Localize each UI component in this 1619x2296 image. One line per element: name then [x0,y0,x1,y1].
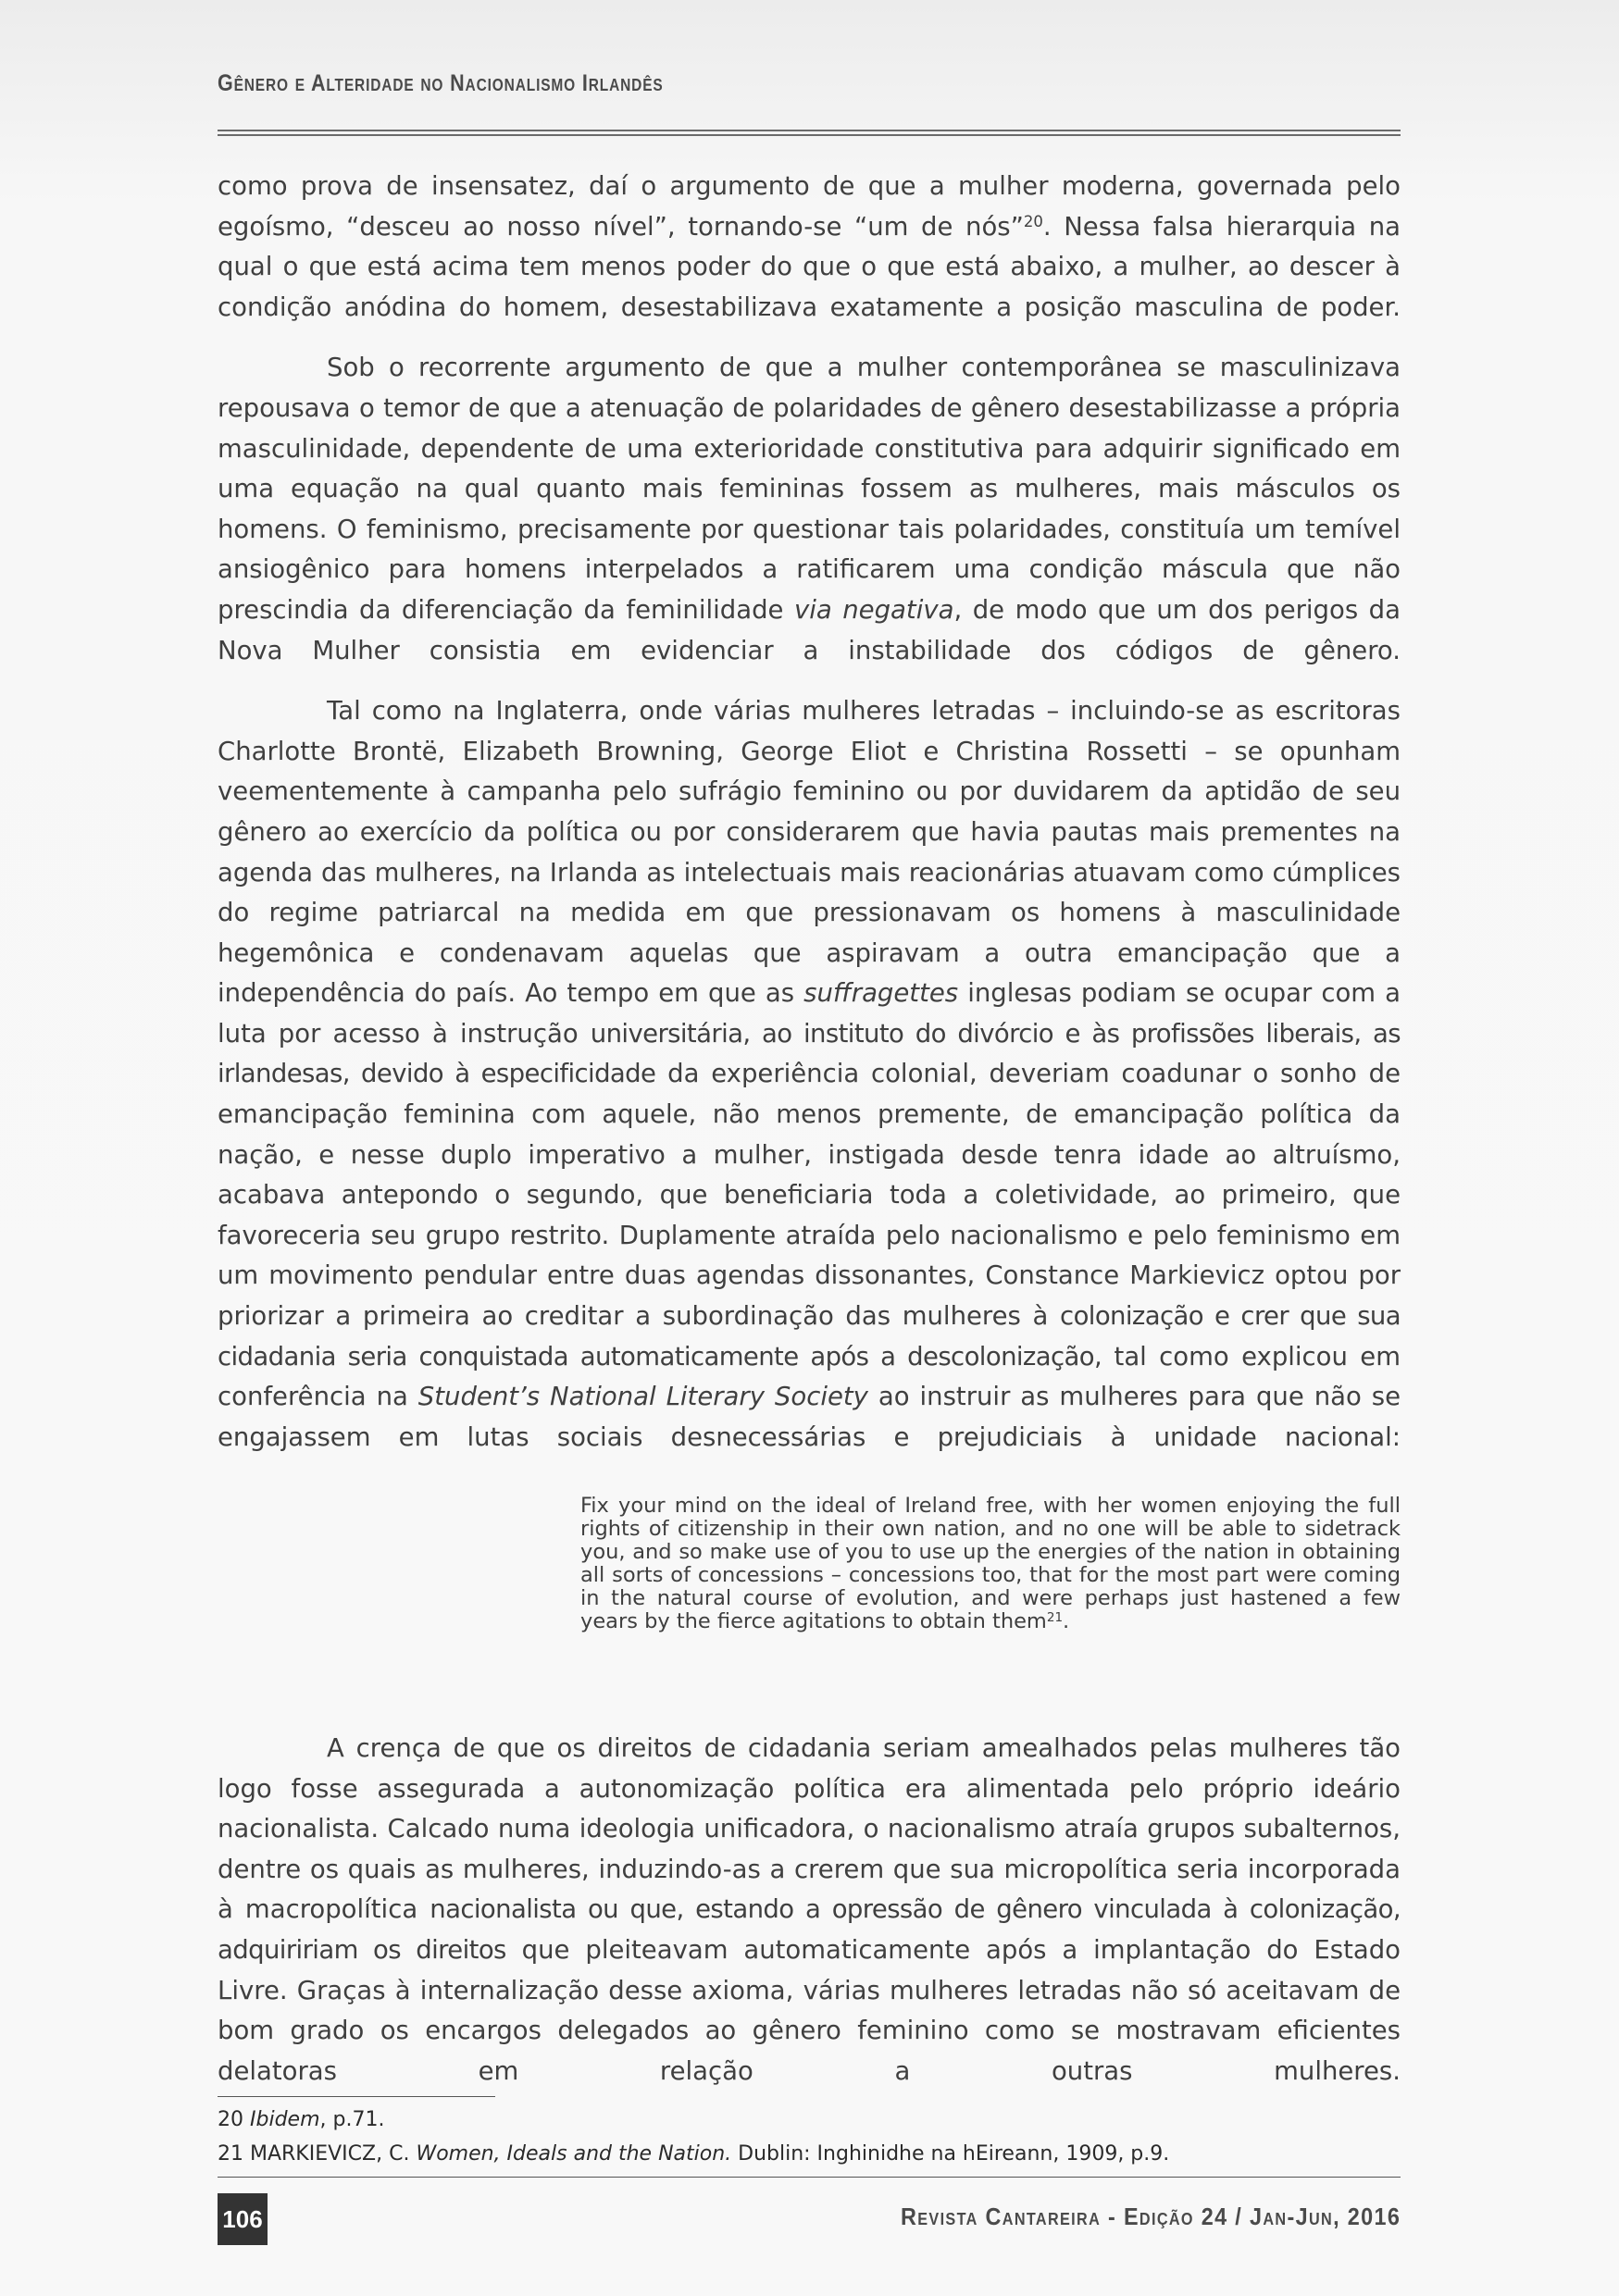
body-text [218,167,1401,1458]
footer-journal-title: Revista Cantareira - Edição 24 / Jan-Jun, 2016 [900,2203,1401,2230]
running-header: Gênero e Alteridade no Nacionalismo Irlandês [218,70,664,96]
page-number: 106 [218,2193,268,2245]
paragraph-2: Sob o recorrente argumento de que a mulher contemporânea se masculinizava repousava o temor de que a atenuação de polaridades de gênero desestabilizasse a própria masculinidade, dependente de uma exterioridade constitutiva para adquirir significado em uma equação na qual quanto mais femininas fossem as mulheres, mais másculos os homens. O feminismo, precisamente por questionar tais polaridades, constituía um temível ansiogênico para homens interpelados a ratificarem uma condição máscula que não prescindia da diferenciação da feminilidade via negativa, de modo que um dos perigos da Nova Mulher consistia em evidenciar a instabilidade dos códigos de gênero. [218,353,1401,665]
block-quote: Fix your mind on the ideal of Ireland free, with her women enjoying the full rights of citizenship in their own nation, and no one will be able to sidetrack you, and so make use of you to use up the energies of the nation in obtaining all sorts of concessions – concessions too, that for the most part were coming in the natural course of evolution, and were perhaps just hastened a few years by the fierce agitations to obtain them$^{21}$. [580,1494,1401,1633]
footnote-21: 21 MARKIEVICZ, C. Women, Ideals and the Nation. Dublin: Inghinidhe na hEireann, 1909, p.9. [218,2142,1170,2166]
footnotes [218,2103,1401,2171]
footnote-rule [218,2096,495,2097]
footnote-ref-21[interactable]: 21 [1046,1609,1064,1625]
footnote-20: 20 Ibidem, p.71. [218,2108,385,2131]
paragraph-1: como prova de insensatez, daí o argumento de que a mulher moderna, governada pelo egoísmo, “desceu ao nosso nível”, tornando-se “um de nós”$^{20}$. Nessa falsa hierarquia na qual o que está acima tem menos poder do que o que está abaixo, a mulher, ao descer à condição anódina do homem, desestabilizava exatamente a posição masculina de poder. [218,171,1401,322]
footnote-ref-20[interactable]: 20 [1023,212,1043,230]
footer-rule [218,2177,1401,2178]
paragraph-4: A crença de que os direitos de cidadania seriam amealhados pelas mulheres tão logo fosse assegurada a autonomização política era alimentada pelo próprio ideário nacionalista. Calcado numa ideologia unificadora, o nacionalismo atraía grupos subalternos, dentre os quais as mulheres, induzindo-as a crerem que sua micropolítica seria incorporada à macropolítica nacionalista ou que, estando a opressão de gênero vinculada à colonização, adquiririam os direitos que pleiteavam automaticamente após a implantação do Estado Livre. Graças à internalização desse axioma, várias mulheres letradas não só aceitavam de bom grado os encargos delegados ao gênero feminino como se mostravam eficientes delatoras em relação a outras mulheres. [218,1733,1401,2086]
paragraph-3: Tal como na Inglaterra, onde várias mulheres letradas – incluindo-se as escritoras Charlotte Brontë, Elizabeth Browning, George Eliot e Christina Rossetti – se opunham veementemente à campanha pelo sufrágio feminino ou por duvidarem da aptidão de seu gênero ao exercício da política ou por considerarem que havia pautas mais prementes na agenda das mulheres, na Irlanda as intelectuais mais reacionárias atuavam como cúmplices do regime patriarcal na medida em que pressionavam os homens à masculinidade hegemônica e condenavam aquelas que aspiravam a outra emancipação que a independência do país. Ao tempo em que as suffragettes inglesas podiam se ocupar com a luta por acesso à instrução universitária, ao instituto do divórcio e às profissões liberais, as irlandesas, devido à especificidade da experiência colonial, deveriam coadunar o sonho de emancipação feminina com aquele, não menos premente, de emancipação política da nação, e nesse duplo imperativo a mulher, instigada desde tenra idade ao altruísmo, acabava antepondo o segundo, que beneficiaria toda a coletividade, ao primeiro, que favoreceria seu grupo restrito. Duplamente atraída pelo nacionalismo e pelo feminismo em um movimento pendular entre duas agendas dissonantes, Constance Markievicz optou por priorizar a primeira ao creditar a subordinação das mulheres à colonização e crer que sua cidadania seria conquistada automaticamente após a descolonização, tal como explicou em conferência na Student’s National Literary Society ao instruir as mulheres para que não se engajassem em lutas sociais desnecessárias e prejudiciais à unidade nacional: [218,696,1401,1452]
header-rule [218,130,1401,136]
document-page [218,0,1401,2296]
